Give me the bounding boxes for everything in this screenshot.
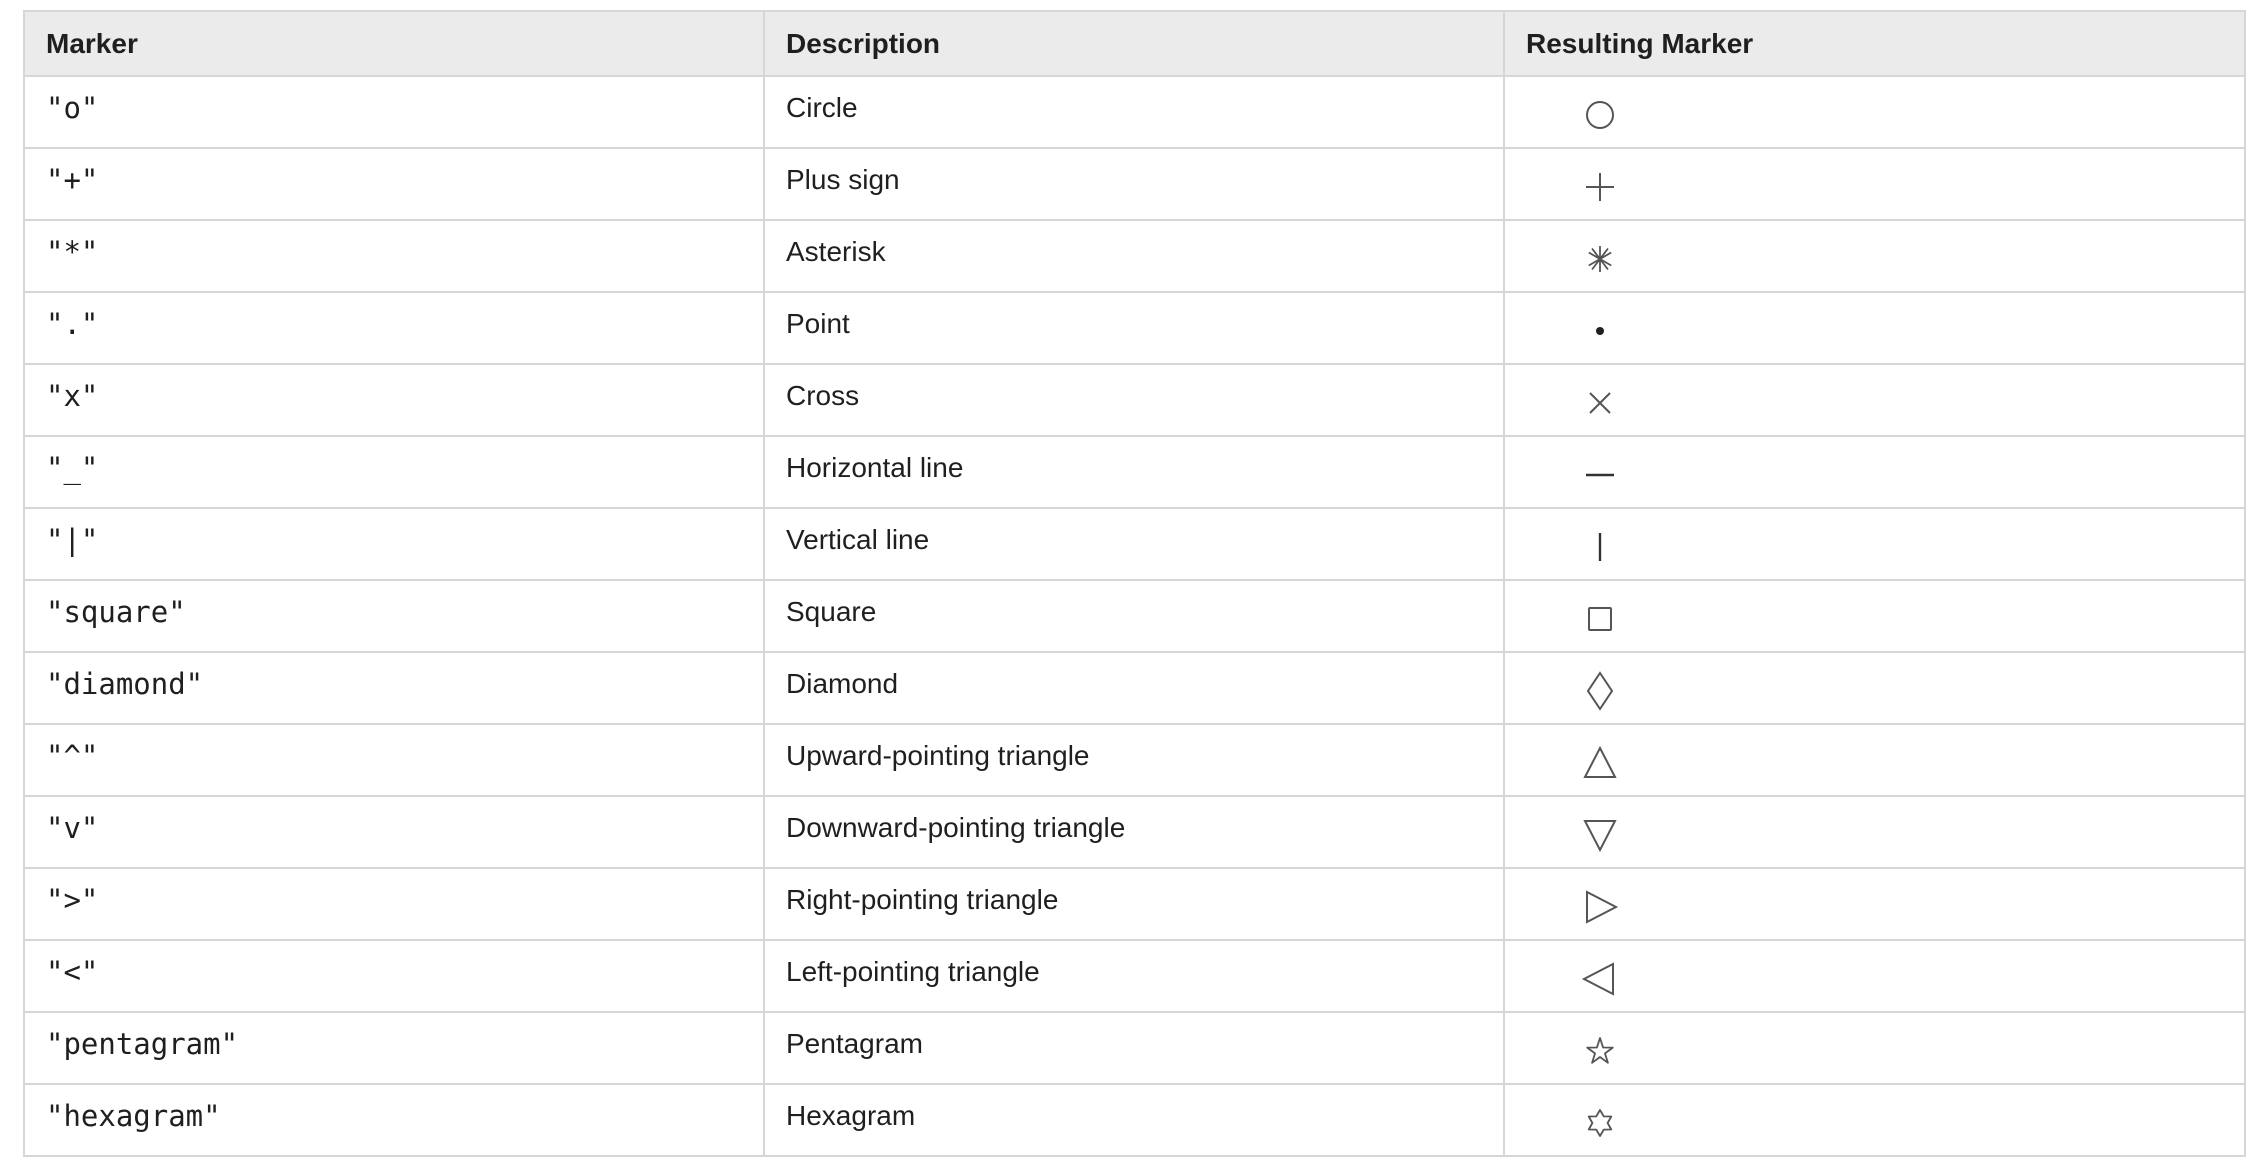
asterisk-marker-icon bbox=[1583, 242, 1617, 276]
table-row bbox=[24, 1012, 2245, 1084]
vertical-line-marker-icon bbox=[1583, 530, 1617, 564]
marker-description: Pentagram bbox=[764, 1012, 1504, 1084]
table-row bbox=[24, 436, 2245, 508]
header-description: Description bbox=[764, 11, 1504, 76]
table-row bbox=[24, 652, 2245, 724]
marker-code: ">" bbox=[24, 868, 764, 940]
table-row bbox=[24, 796, 2245, 868]
marker-code: "diamond" bbox=[24, 652, 764, 724]
marker-code: "hexagram" bbox=[24, 1084, 764, 1156]
marker-description: Upward-pointing triangle bbox=[764, 724, 1504, 796]
marker-description: Diamond bbox=[764, 652, 1504, 724]
marker-code: "o" bbox=[24, 76, 764, 148]
table-row bbox=[24, 292, 2245, 364]
marker-description: Square bbox=[764, 580, 1504, 652]
triangle-down-marker-icon bbox=[1583, 818, 1617, 852]
marker-code: "+" bbox=[24, 148, 764, 220]
table-row bbox=[24, 1084, 2245, 1156]
marker-description: Right-pointing triangle bbox=[764, 868, 1504, 940]
marker-description: Vertical line bbox=[764, 508, 1504, 580]
header-resulting-marker: Resulting Marker bbox=[1504, 11, 2245, 76]
table-row bbox=[24, 868, 2245, 940]
marker-code: "v" bbox=[24, 796, 764, 868]
header-row bbox=[24, 11, 2245, 76]
circle-marker-icon bbox=[1583, 98, 1617, 132]
marker-code: "^" bbox=[24, 724, 764, 796]
marker-code: "*" bbox=[24, 220, 764, 292]
table-row bbox=[24, 364, 2245, 436]
marker-code: "x" bbox=[24, 364, 764, 436]
marker-code: "|" bbox=[24, 508, 764, 580]
table-row bbox=[24, 724, 2245, 796]
marker-description: Horizontal line bbox=[764, 436, 1504, 508]
marker-description: Cross bbox=[764, 364, 1504, 436]
table-row bbox=[24, 148, 2245, 220]
marker-description: Circle bbox=[764, 76, 1504, 148]
marker-code: "_" bbox=[24, 436, 764, 508]
marker-description: Downward-pointing triangle bbox=[764, 796, 1504, 868]
table-row bbox=[24, 940, 2245, 1012]
marker-description: Left-pointing triangle bbox=[764, 940, 1504, 1012]
hexagram-marker-icon bbox=[1583, 1106, 1617, 1140]
table-row bbox=[24, 508, 2245, 580]
marker-table bbox=[23, 10, 2246, 1157]
point-marker-icon bbox=[1583, 314, 1617, 348]
horizontal-line-marker-icon bbox=[1583, 458, 1617, 492]
marker-code: "." bbox=[24, 292, 764, 364]
square-marker-icon bbox=[1583, 602, 1617, 636]
triangle-right-marker-icon bbox=[1583, 890, 1617, 924]
pentagram-marker-icon bbox=[1583, 1034, 1617, 1068]
table-row bbox=[24, 580, 2245, 652]
marker-description: Plus sign bbox=[764, 148, 1504, 220]
diamond-marker-icon bbox=[1583, 674, 1617, 708]
header-marker: Marker bbox=[24, 11, 764, 76]
table-row bbox=[24, 220, 2245, 292]
plus-marker-icon bbox=[1583, 170, 1617, 204]
table-row bbox=[24, 76, 2245, 148]
table-header bbox=[24, 11, 2245, 76]
marker-description: Point bbox=[764, 292, 1504, 364]
triangle-up-marker-icon bbox=[1583, 746, 1617, 780]
triangle-left-marker-icon bbox=[1583, 962, 1617, 996]
marker-code: "<" bbox=[24, 940, 764, 1012]
cross-marker-icon bbox=[1583, 386, 1617, 420]
marker-description: Hexagram bbox=[764, 1084, 1504, 1156]
marker-description: Asterisk bbox=[764, 220, 1504, 292]
marker-code: "square" bbox=[24, 580, 764, 652]
marker-code: "pentagram" bbox=[24, 1012, 764, 1084]
